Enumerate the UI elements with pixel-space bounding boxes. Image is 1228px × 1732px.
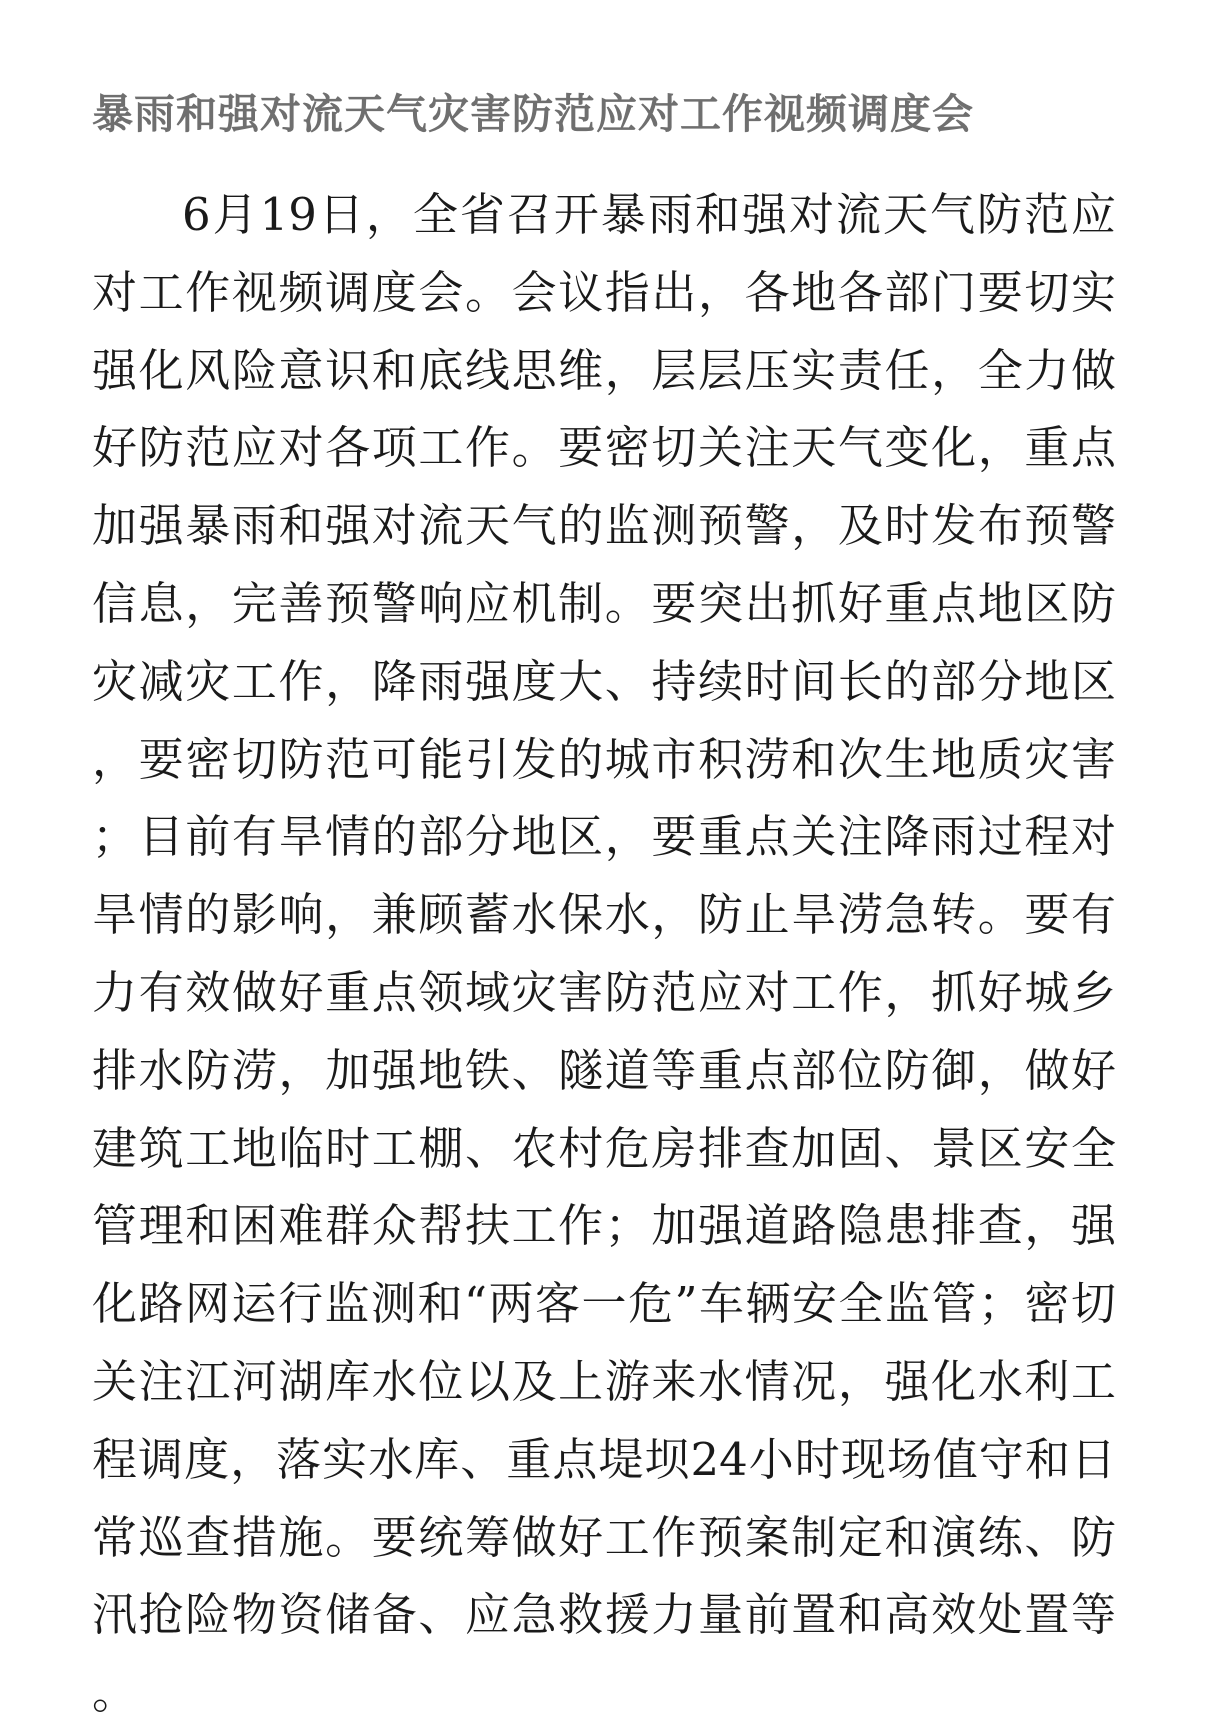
article-paragraph: 6月19日，全省召开暴雨和强对流天气防范应对工作视频调度会。会议指出，各地各部门要切实强化风险意识和底线思维，层层压实责任，全力做好防范应对各项工作。要密切关注天气变化，重点加强暴雨和强对流天气的监测预警，及时发布预警信息，完善预警响应机制。要突出抓好重点地区防灾减灾工作，降雨强度大、持续时间长的部分地区，要密切防范可能引发的城市积涝和次生地质灾害；目前有旱情的部分地区，要重点关注降雨过程对旱情的影响，兼顾蓄水保水，防止旱涝急转。要有力有效做好重点领域灾害防范应对工作，抓好城乡排水防涝，加强地铁、隧道等重点部位防御，做好建筑工地临时工棚、农村危房排查加固、景区安全管理和困难群众帮扶工作；加强道路隐患排查，强化路网运行监测和“两客一危”车辆安全监管；密切关注江河湖库水位以及上游来水情况，强化水利工程调度，落实水库、重点堤坝24小时现场值守和日常巡查措施。要统筹做好工作预案制定和演练、防汛抢险物资储备、应急救援力量前置和高效处置等。 (92, 188, 1116, 1720)
article-title: 暴雨和强对流天气灾害防范应对工作视频调度会 (92, 90, 974, 138)
